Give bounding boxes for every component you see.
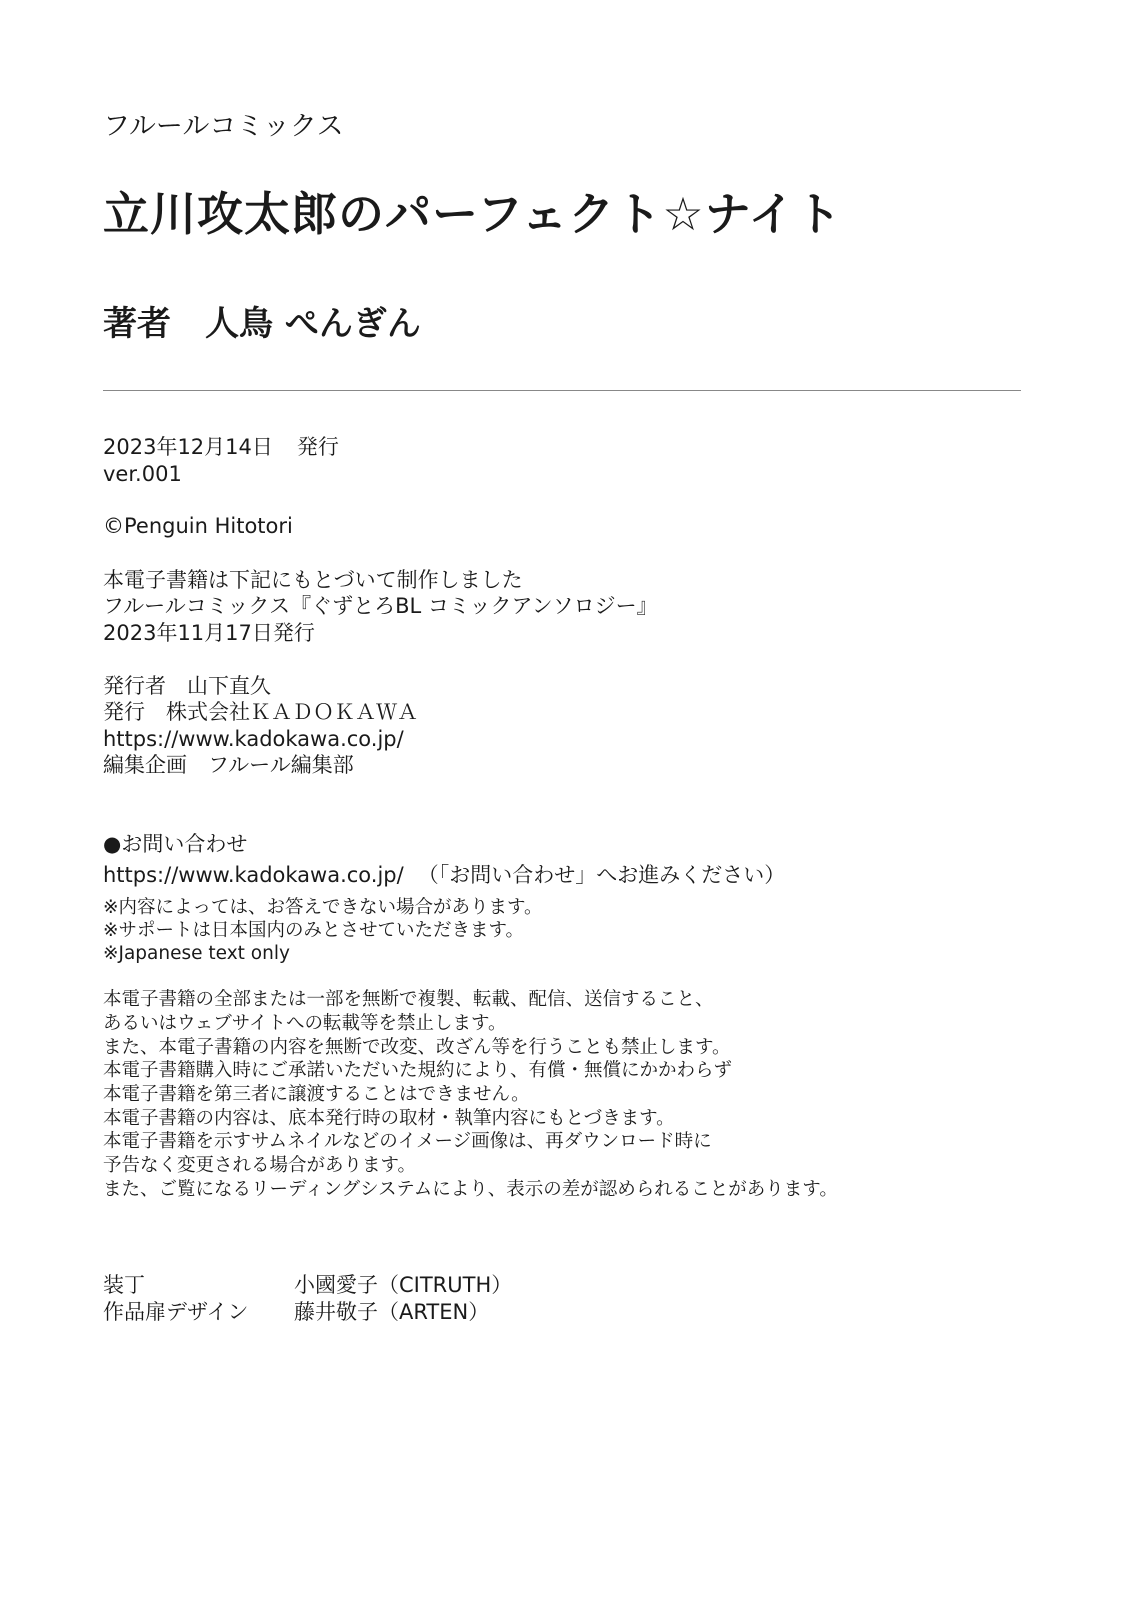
credit-name: 藤井敬子（ARTEN） (294, 1300, 490, 1324)
copyright: ©Penguin Hitotori (103, 514, 293, 538)
publisher-label: 発行者 (103, 674, 166, 698)
credit-row (103, 1299, 489, 1325)
contact-line (103, 862, 785, 888)
legal-line: 予告なく変更される場合があります。 (103, 1155, 417, 1176)
publication-line (103, 434, 339, 460)
publication-date: 2023年12月14日 (103, 435, 273, 459)
legal-line: また、本電子書籍の内容を無断で改変、改ざん等を行うことも禁止します。 (103, 1037, 731, 1058)
legal-line: 本電子書籍の内容は、底本発行時の取材・執筆内容にもとづきます。 (103, 1108, 675, 1129)
legal-line: 本電子書籍を示すサムネイルなどのイメージ画像は、再ダウンロード時に (103, 1131, 712, 1152)
divider (103, 390, 1021, 391)
author-label: 著者 (103, 304, 171, 344)
imprint-label: フルールコミックス (103, 111, 344, 142)
editing-line (103, 752, 354, 778)
contact-heading: ●お問い合わせ (103, 832, 248, 856)
author-name: 人鳥 ぺんぎん (205, 304, 421, 344)
credit-row (103, 1272, 512, 1298)
legal-line: 本電子書籍購入時にご承諾いただいた規約により、有償・無償にかかわらず (103, 1060, 733, 1081)
legal-line: 本電子書籍の全部または一部を無断で複製、転載、配信、送信すること、 (103, 989, 714, 1010)
issuer-line (103, 699, 418, 725)
issuer-label: 発行 (103, 700, 145, 724)
credit-role: 作品扉デザイン (103, 1300, 249, 1324)
contact-url-link[interactable]: https://www.kadokawa.co.jp/ (103, 863, 404, 887)
legal-line: 本電子書籍を第三者に譲渡することはできません。 (103, 1084, 530, 1105)
publisher-line (103, 673, 271, 699)
book-title: 立川攻太郎のパーフェクト☆ナイト (103, 187, 843, 241)
contact-note-3: ※Japanese text only (103, 943, 290, 964)
contact-note: （「お問い合わせ」へお進みください） (417, 863, 786, 887)
credit-name: 小國愛子（CITRUTH） (294, 1273, 513, 1297)
author-line (103, 296, 421, 345)
editing-name: フルール編集部 (208, 753, 354, 777)
editing-label: 編集企画 (103, 753, 187, 777)
source-line-1: 本電子書籍は下記にもとづいて制作しました (103, 568, 523, 592)
credit-role: 装丁 (103, 1273, 145, 1297)
legal-line: あるいはウェブサイトへの転載等を禁止します。 (103, 1013, 507, 1034)
contact-note-2: ※サポートは日本国内のみとさせていただきます。 (103, 920, 525, 941)
issuer-name: 株式会社ＫＡＤＯＫＡＷＡ (166, 700, 418, 724)
version: ver.001 (103, 462, 182, 486)
legal-line: また、ご覧になるリーディングシステムにより、表示の差が認められることがあります。 (103, 1179, 838, 1200)
publisher-name: 山下直久 (187, 674, 271, 698)
contact-note-1: ※内容によっては、お答えできない場合があります。 (103, 897, 543, 918)
source-line-3: 2023年11月17日発行 (103, 621, 315, 645)
source-line-2: フルールコミックス『ぐずとろBL コミックアンソロジー』 (103, 594, 658, 618)
publisher-url-link[interactable]: https://www.kadokawa.co.jp/ (103, 727, 404, 751)
publication-issue: 発行 (296, 435, 339, 459)
